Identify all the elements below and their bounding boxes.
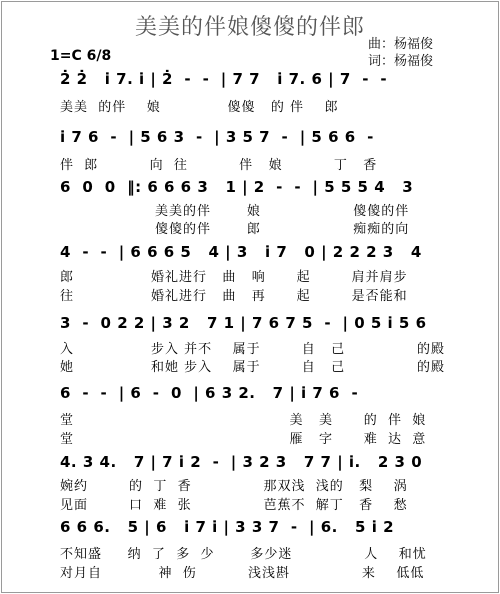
notation-line-1: 2̇ 2̇ i̇ 7. i̇ | 2̇ - - | 7 7 i̇ 7. 6 | 7 - -: [60, 70, 388, 88]
lyrics-7-verse-1: 婉约 的 丁 香 那双浅 浅的 梨 涡: [60, 479, 408, 494]
lyrics-5-verse-2: 她 和她 步入 属于 自 己 的殿: [60, 360, 445, 375]
lyrics-1-verse-1: 美美 的伴 娘 傻傻 的 伴 郎: [60, 100, 339, 115]
composer-credit: 曲：杨福俊: [368, 37, 434, 52]
notation-line-5: 3 - 0 2 2 | 3 2 7 1 | 7 6 7 5 - | 0 5 i̇ 5 6: [60, 314, 427, 332]
key-signature: 1=C 6/8: [50, 48, 112, 64]
lyrics-2-verse-1: 伴 郎 向 往 伴 娘 丁 香: [60, 158, 378, 173]
lyrics-4-verse-1: 郎 婚礼进行 曲 响 起 肩并肩步: [60, 270, 408, 285]
lyrics-8-verse-1: 不知盛 纳 了 多 少 多少迷 人 和忧: [60, 547, 427, 562]
notation-line-6: 6 - - | 6 - 0 | 6 3 2. 7 | i̇ 7 6 -: [60, 384, 359, 402]
lyrics-6-verse-2: 堂 雁 字 难 达 意: [60, 432, 427, 447]
lyrics-3-verse-2: 傻傻的伴 郎 痴痴的向: [155, 222, 410, 237]
notation-line-2: i̇ 7 6 - | 5 6 3 - | 3 5 7 - | 5 6 6 -: [60, 128, 374, 146]
notation-line-3: 6 0 0 ‖: 6 6 6 3 1 | 2 - - | 5 5 5 4 3: [60, 178, 414, 196]
lyricist-credit: 词：杨福俊: [368, 54, 434, 69]
notation-line-7: 4. 3 4. 7 | 7 i̇ 2 - | 3 2 3 7 7 | i̇. 2 3 0: [60, 453, 423, 471]
lyrics-6-verse-1: 堂 美 美 的 伴 娘: [60, 413, 427, 428]
credits: [368, 36, 433, 70]
lyrics-4-verse-2: 往 婚礼进行 曲 再 起 是否能和: [60, 289, 408, 304]
lyrics-7-verse-2: 见面 口 难 张 芭蕉不 解丁 香 愁: [60, 498, 408, 513]
song-title: 美美的伴娘傻傻的伴郎: [134, 15, 365, 40]
notation-line-4: 4 - - | 6 6 6 5 4 | 3 i̇ 7 0 | 2 2 2 3 4: [60, 243, 422, 261]
lyrics-5-verse-1: 入 步入 并不 属于 自 己 的殿: [60, 342, 445, 357]
notation-line-8: 6 6 6. 5 | 6 i̇ 7 i̇ | 3 3 7 - | 6. 5 i̇ 2: [60, 518, 395, 536]
lyrics-8-verse-2: 对月自 神 伤 浅浅斟 来 低低: [60, 566, 425, 581]
lyrics-3-verse-1: 美美的伴 娘 傻傻的伴: [155, 204, 410, 219]
